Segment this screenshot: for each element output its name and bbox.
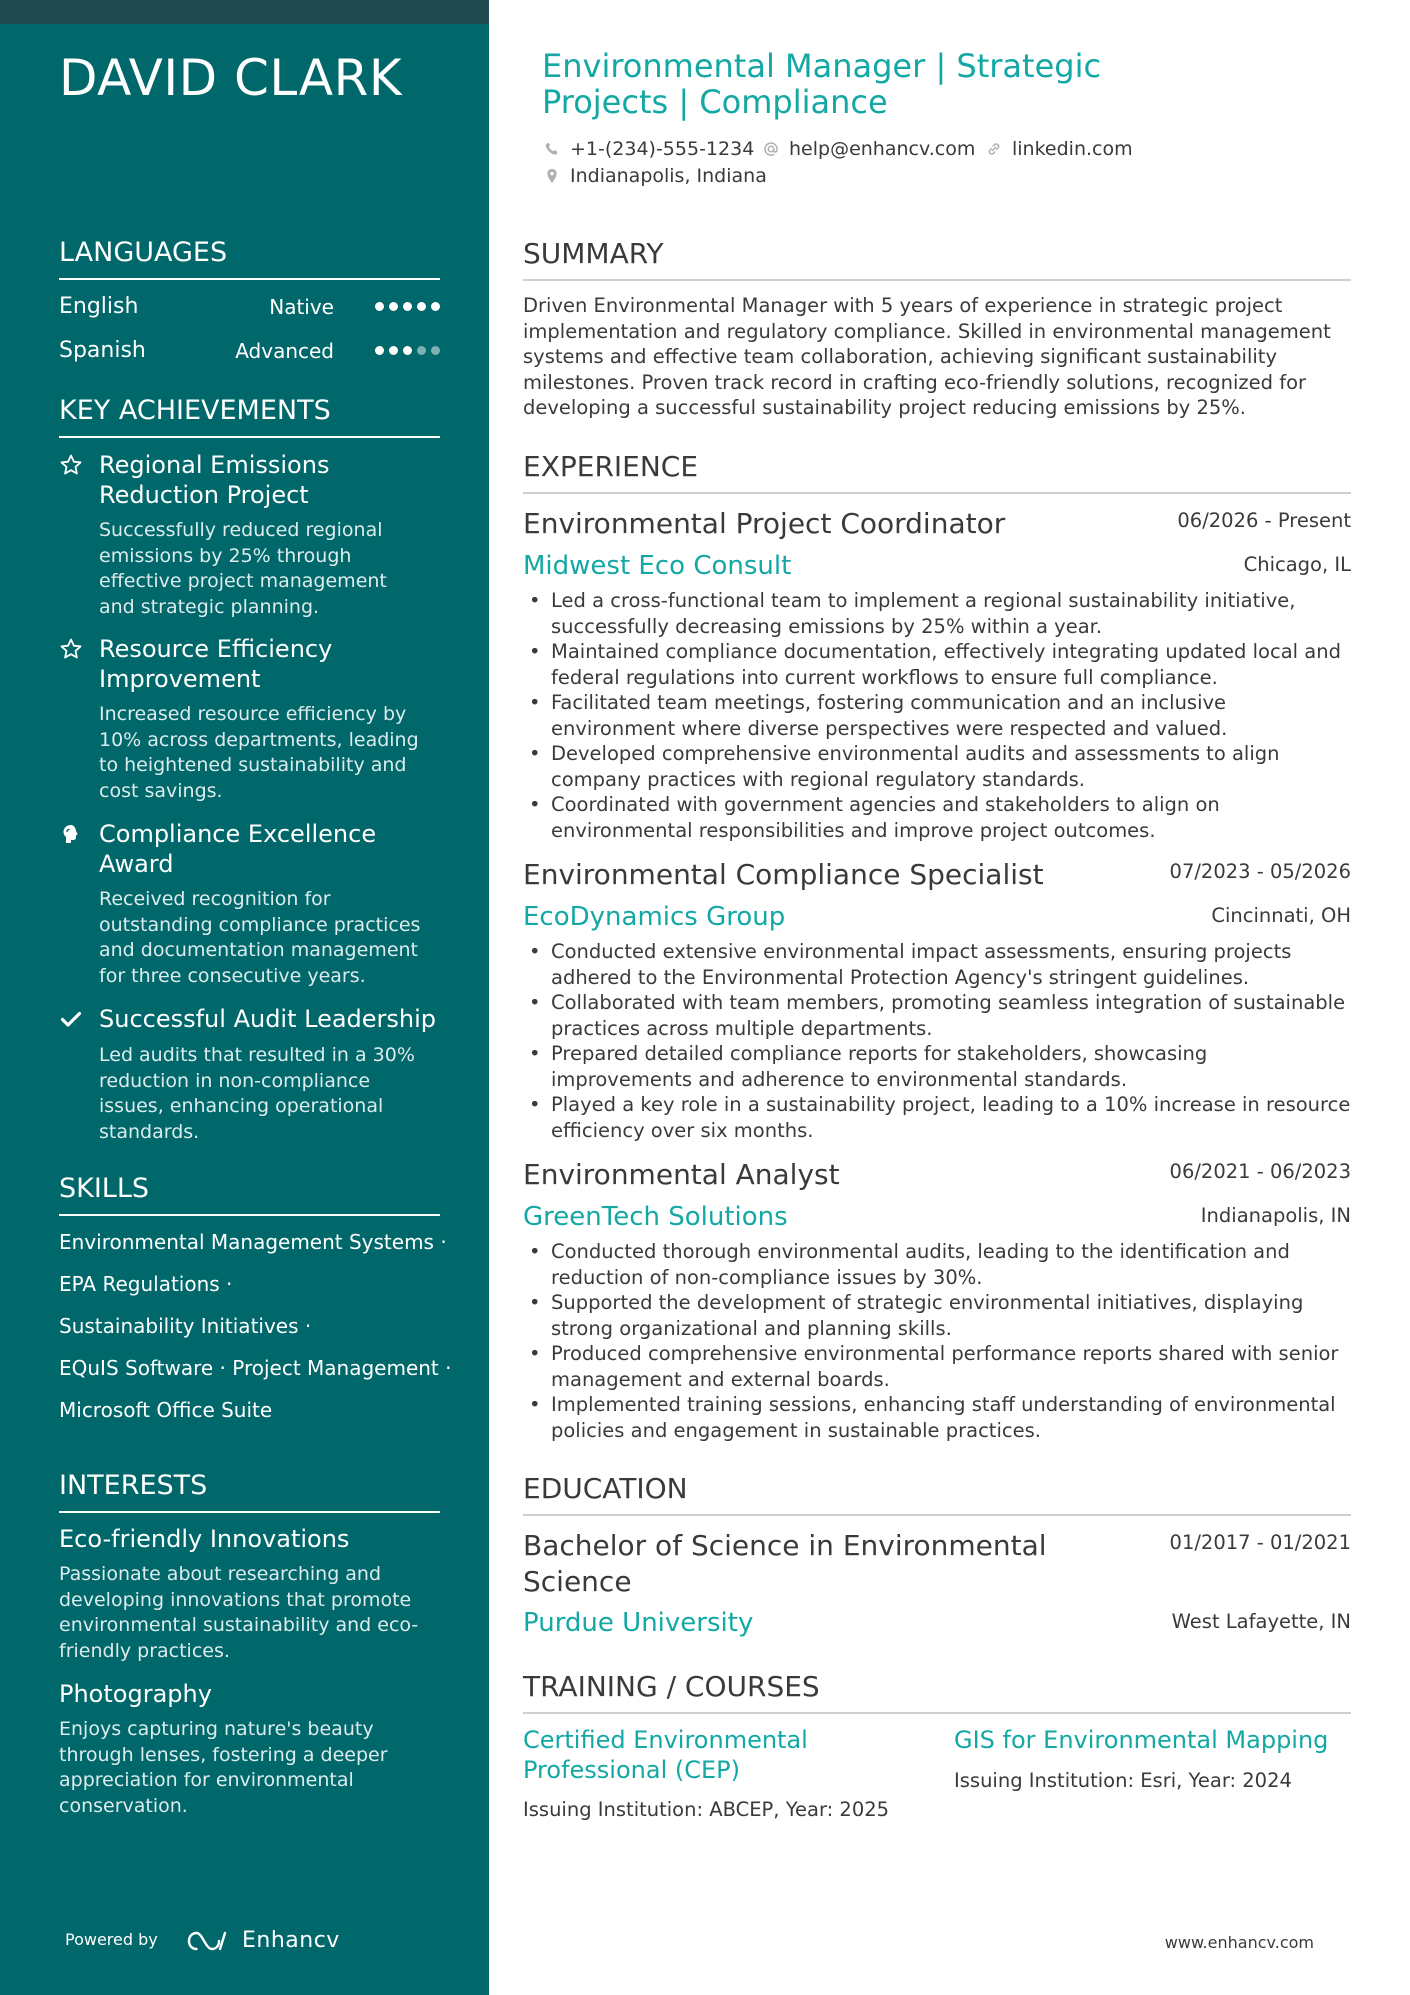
bullet-item: • Led a cross-functional team to implement a regional sustainability initiative, successfully decreasing emissions by 25% within a year. bbox=[523, 588, 1359, 639]
course-title: GIS for Environmental Mapping bbox=[954, 1726, 1329, 1754]
bullet-item: • Produced comprehensive environmental performance reports shared with senior management and external boards. bbox=[523, 1341, 1359, 1392]
sidebar-top-bar bbox=[0, 0, 489, 24]
brain-icon bbox=[59, 822, 83, 846]
skills-heading: SKILLS bbox=[59, 1172, 440, 1216]
interest-description: Enjoys capturing nature's beauty through lenses, fostering a deeper appreciation for environmental conservation. bbox=[59, 1718, 388, 1817]
achievement-description: Increased resource efficiency by 10% across departments, leading to heightened sustainability and cost savings. bbox=[99, 703, 419, 802]
phone-text: +1-(234)-555-1234 bbox=[570, 138, 755, 160]
bullet-item: • Supported the development of strategic environmental initiatives, displaying strong organizational and planning skills. bbox=[523, 1290, 1359, 1341]
language-name: Spanish bbox=[59, 338, 146, 363]
bullet-item: • Conducted thorough environmental audits, leading to the identification and reduction of non-compliance issues by 30%. bbox=[523, 1239, 1359, 1290]
language-level: Native bbox=[269, 295, 334, 319]
job-title: Environmental Analyst bbox=[523, 1158, 840, 1191]
job-title: Environmental Project Coordinator bbox=[523, 507, 1006, 540]
checkmark-icon bbox=[59, 1007, 83, 1031]
course-institution: Issuing Institution: Esri, Year: 2024 bbox=[954, 1769, 1292, 1792]
language-row bbox=[59, 292, 440, 322]
summary-text: Driven Environmental Manager with 5 years of experience in strategic project implementation and regulatory compliance. Skilled in environmental management systems and effective team collaboration, achieving significant sustainability milestones. Proven track record in crafting eco-friendly solutions, recognized for developing a successful sustainability project reducing emissions by 25%. bbox=[523, 294, 1331, 419]
bullet-item: • Developed comprehensive environmental audits and assessments to align company practices with regional regulatory standards. bbox=[523, 741, 1359, 792]
job-company: GreenTech Solutions bbox=[523, 1202, 788, 1232]
rating-dot bbox=[431, 302, 440, 311]
rating-dot bbox=[389, 302, 398, 311]
skill-line: Environmental Management Systems · bbox=[59, 1230, 447, 1254]
bullet-item: • Collaborated with team members, promoting seamless integration of sustainable practices across multiple departments. bbox=[523, 990, 1359, 1041]
languages-heading: LANGUAGES bbox=[59, 236, 440, 280]
skill-line: Sustainability Initiatives · bbox=[59, 1314, 312, 1338]
phone-icon bbox=[543, 140, 561, 158]
job-company: EcoDynamics Group bbox=[523, 902, 786, 932]
achievement-title: Resource Efficiency Improvement bbox=[99, 635, 333, 693]
job-location: Chicago, IL bbox=[1243, 553, 1351, 576]
bullet-item: • Implemented training sessions, enhancing staff understanding of environmental policies and engagement in sustainable practices. bbox=[523, 1392, 1359, 1443]
job-company: Midwest Eco Consult bbox=[523, 551, 792, 581]
link-text: linkedin.com bbox=[1012, 138, 1133, 160]
job-bullets bbox=[523, 1239, 1359, 1443]
school-name: Purdue University bbox=[523, 1608, 754, 1638]
skill-line: EPA Regulations · bbox=[59, 1272, 233, 1296]
degree-title: Bachelor of Science in Environmental Science bbox=[523, 1529, 1047, 1598]
language-rating bbox=[370, 346, 440, 356]
school-location: West Lafayette, IN bbox=[1171, 1610, 1351, 1633]
enhancv-logo-icon bbox=[185, 1928, 229, 1954]
rating-dot bbox=[417, 302, 426, 311]
bullet-item: • Maintained compliance documentation, effectively integrating updated local and federal regulations into current workflows to ensure full compliance. bbox=[523, 639, 1359, 690]
language-name: English bbox=[59, 294, 139, 319]
achievement-description: Received recognition for outstanding compliance practices and documentation management for three consecutive years. bbox=[99, 888, 421, 987]
job-bullets bbox=[523, 939, 1359, 1143]
bullet-item: • Prepared detailed compliance reports for stakeholders, showcasing improvements and adherence to environmental standards. bbox=[523, 1041, 1359, 1092]
rating-dot bbox=[375, 346, 384, 355]
powered-by-label: Powered by bbox=[65, 1930, 158, 1949]
skill-line: EQuIS Software · Project Management · bbox=[59, 1356, 452, 1380]
job-date: 07/2023 - 05/2026 bbox=[1169, 860, 1351, 883]
rating-dot bbox=[417, 346, 426, 355]
job-date: 06/2026 - Present bbox=[1177, 509, 1351, 532]
training-heading: TRAINING / COURSES bbox=[523, 1670, 1351, 1714]
achievement-description: Led audits that resulted in a 30% reduction in non-compliance issues, enhancing operational standards. bbox=[99, 1044, 415, 1143]
bullet-item: • Played a key role in a sustainability project, leading to a 10% increase in resource efficiency over six months. bbox=[523, 1092, 1359, 1143]
candidate-name: DAVID CLARK bbox=[59, 49, 403, 107]
bullet-item: • Facilitated team meetings, fostering communication and an inclusive environment where diverse perspectives were respected and valued. bbox=[523, 690, 1359, 741]
at-icon bbox=[762, 140, 780, 158]
education-heading: EDUCATION bbox=[523, 1472, 1351, 1516]
achievement-title: Regional Emissions Reduction Project bbox=[99, 451, 330, 509]
summary-heading: SUMMARY bbox=[523, 237, 1351, 281]
rating-dot bbox=[431, 346, 440, 355]
job-location: Cincinnati, OH bbox=[1211, 904, 1351, 927]
star-icon bbox=[59, 637, 83, 661]
achievements-heading: KEY ACHIEVEMENTS bbox=[59, 394, 440, 438]
job-location: Indianapolis, IN bbox=[1200, 1204, 1351, 1227]
bullet-item: • Coordinated with government agencies and stakeholders to align on environmental responsibilities and improve project outcomes. bbox=[523, 792, 1359, 843]
interests-heading: INTERESTS bbox=[59, 1469, 440, 1513]
interest-title: Photography bbox=[59, 1680, 212, 1708]
experience-heading: EXPERIENCE bbox=[523, 450, 1351, 494]
job-bullets bbox=[523, 588, 1359, 843]
footer-url[interactable]: www.enhancv.com bbox=[1164, 1933, 1314, 1952]
job-date: 06/2021 - 06/2023 bbox=[1169, 1160, 1351, 1183]
interest-description: Passionate about researching and developing innovations that promote environmental sustainability and eco- friendly practices. bbox=[59, 1563, 419, 1662]
rating-dot bbox=[403, 346, 412, 355]
sidebar bbox=[0, 0, 489, 1995]
achievement-title: Successful Audit Leadership bbox=[99, 1005, 437, 1033]
location-text: Indianapolis, Indiana bbox=[570, 165, 767, 187]
achievement-title: Compliance Excellence Award bbox=[99, 820, 377, 878]
language-row bbox=[59, 336, 440, 366]
job-title: Environmental Compliance Specialist bbox=[523, 858, 1044, 891]
headline: Environmental Manager | Strategic Projects | Compliance bbox=[542, 47, 1102, 121]
education-date: 01/2017 - 01/2021 bbox=[1169, 1531, 1351, 1554]
email-text: help@enhancv.com bbox=[789, 138, 976, 160]
interest-title: Eco-friendly Innovations bbox=[59, 1525, 350, 1553]
location-pin-icon bbox=[543, 167, 561, 185]
bullet-item: • Conducted extensive environmental impact assessments, ensuring projects adhered to the Environmental Protection Agency's stringent guidelines. bbox=[523, 939, 1359, 990]
rating-dot bbox=[375, 302, 384, 311]
achievement-description: Successfully reduced regional emissions by 25% through effective project management and strategic planning. bbox=[99, 519, 387, 618]
course-institution: Issuing Institution: ABCEP, Year: 2025 bbox=[523, 1798, 890, 1821]
rating-dot bbox=[389, 346, 398, 355]
rating-dot bbox=[403, 302, 412, 311]
skill-line: Microsoft Office Suite bbox=[59, 1398, 273, 1422]
language-level: Advanced bbox=[235, 339, 334, 363]
link-icon bbox=[985, 140, 1003, 158]
language-rating bbox=[370, 302, 440, 312]
enhancv-brand-name: Enhancv bbox=[242, 1928, 340, 1953]
star-icon bbox=[59, 453, 83, 477]
course-title: Certified Environmental Professional (CEP) bbox=[523, 1726, 808, 1784]
